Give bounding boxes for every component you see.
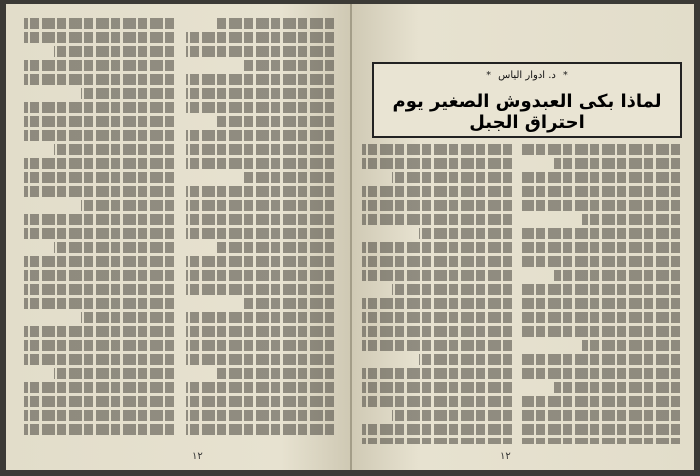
left-page bbox=[6, 4, 350, 470]
right-page bbox=[350, 4, 694, 470]
left-page-number: ١٢ bbox=[192, 451, 203, 462]
left-page-column-right bbox=[186, 18, 334, 444]
spine-gutter bbox=[350, 4, 352, 470]
article-title: لماذا بكى العبدوش الصغير يوم احتراق الجبل bbox=[392, 91, 662, 133]
left-page-column-left bbox=[24, 18, 174, 444]
star-ornament: * bbox=[486, 71, 491, 81]
star-ornament: * bbox=[563, 71, 568, 81]
magazine-spread bbox=[6, 4, 694, 470]
article-author-line bbox=[374, 70, 680, 81]
article-title-box bbox=[372, 62, 682, 138]
right-page-column-right bbox=[522, 144, 680, 444]
right-page-column-left bbox=[362, 144, 512, 444]
right-page-number: ١٢ bbox=[500, 451, 511, 462]
article-author: د. ادوار الياس bbox=[498, 70, 556, 81]
